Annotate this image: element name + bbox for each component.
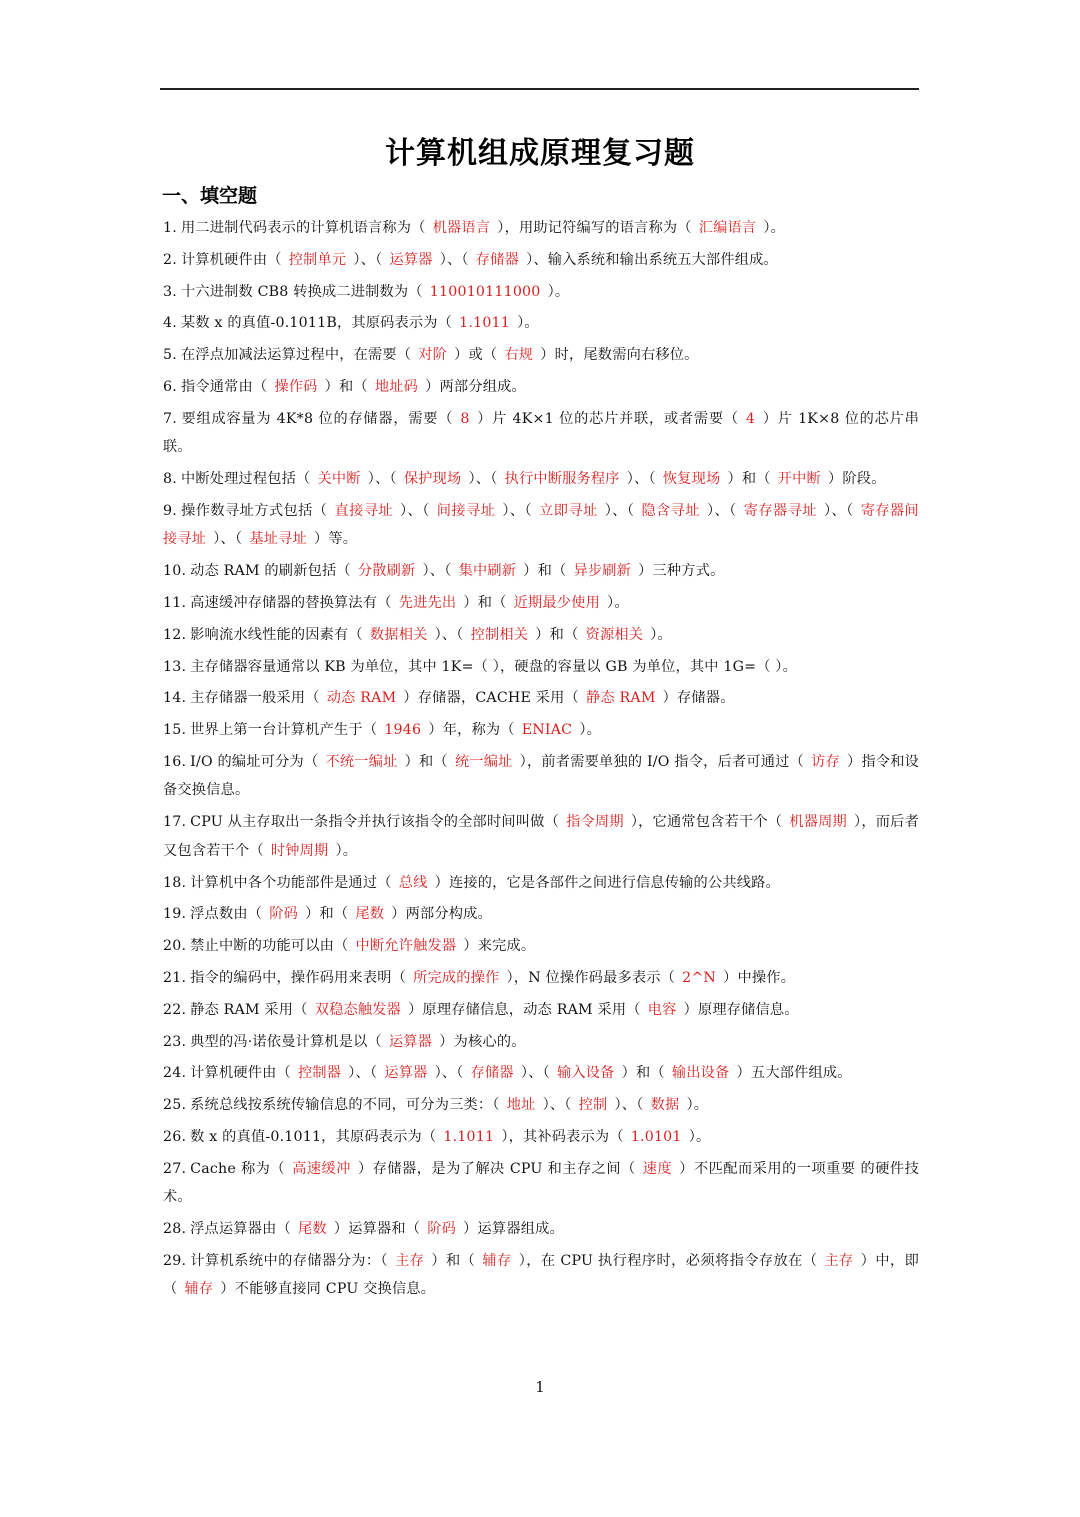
question-text: ）片 1K×8 位的芯片串联。 [163,410,919,456]
question-item [163,932,919,961]
answer-text: 开中断 [777,471,821,488]
answer-text: 1.1011 [459,315,510,332]
question-list [163,214,919,1307]
question-item [163,808,919,865]
answer-text: 恢复现场 [662,471,721,488]
answer-text: 数据相关 [369,626,428,643]
answer-text: 电容 [647,1001,677,1018]
question-item [163,405,919,462]
question-text: 影响流水线性能的因素有（ [190,626,363,643]
question-text: Cache 称为（ [190,1160,286,1177]
question-text: ）、（ [614,1097,644,1114]
question-text: ）中，即（ [163,1252,920,1298]
question-text: 计算机系统中的存储器分为：（ [190,1252,388,1269]
question-text: ）、（ [520,1065,550,1082]
answer-text: 双稳态触发器 [314,1001,402,1018]
answer-text: 控制器 [297,1065,342,1082]
question-item [163,246,919,275]
answer-text: 1946 [384,722,422,739]
question-number: 27. [163,1160,187,1177]
answer-text: 资源相关 [585,626,644,643]
question-text: ）连接的，它是各部件之间进行信息传输的公共线路。 [434,874,780,891]
page-number: 1 [535,1378,545,1396]
question-text: 动态 RAM 的刷新包括（ [190,563,351,580]
question-text: ），它通常包含若干个（ [630,814,783,831]
question-text: ）。 [547,283,570,300]
header-rule [160,88,919,90]
answer-text: 总线 [398,874,428,891]
question-text: ）三种方式。 [638,563,725,580]
question-text: 典型的冯·诺依曼计算机是以（ [190,1033,382,1050]
answer-text: 地址码 [374,378,419,395]
answer-text: 不统一编址 [325,753,398,770]
question-number: 16. [163,753,187,770]
question-text: 某数 x 的真值-0.1011B，其原码表示为（ [180,315,453,332]
question-text: ）等。 [313,531,358,548]
answer-text: 主存 [395,1252,425,1269]
question-item [163,684,919,713]
question-text: ）、（ [348,1065,378,1082]
answer-text: 对阶 [418,347,448,364]
question-text: ）和（ [305,906,349,923]
question-text: ）和（ [727,471,771,488]
question-text: ）和（ [535,626,579,643]
question-text: ）时，尾数需向右移位。 [540,347,699,364]
answer-text: 时钟周期 [270,842,329,859]
answer-text: 控制相关 [470,626,529,643]
answer-text: 近期最少使用 [513,594,600,611]
question-number: 8. [163,471,177,488]
question-text: 浮点运算器由（ [190,1221,291,1238]
question-text: 数 x 的真值-0.1011，其原码表示为（ [190,1128,437,1145]
answer-text: 输出设备 [671,1065,730,1082]
question-text: ）。 [650,626,672,643]
question-number: 26. [163,1128,187,1145]
question-item [163,373,919,402]
answer-text: 数据 [650,1097,680,1114]
question-item [163,1155,919,1212]
question-item [163,716,919,745]
question-text: ）、（ [422,563,452,580]
answer-text: 辅存 [184,1281,214,1298]
question-number: 18. [163,874,187,891]
question-item [163,1091,919,1120]
answer-text: 阶码 [427,1221,457,1238]
question-text: ）运算器和（ [333,1221,421,1238]
question-text: 指令的编码中，操作码用来表明（ [190,969,406,986]
answer-text: 隐含寻址 [641,502,700,519]
question-text: ）两部分构成。 [391,906,492,923]
answer-text: 操作码 [274,378,318,395]
answer-text: 基址寻址 [249,531,307,548]
question-text: ），其补码表示为（ [501,1128,624,1145]
question-text: ）五大部件组成。 [736,1065,852,1082]
question-text: ）、（ [434,1065,464,1082]
question-number: 14. [163,690,187,707]
question-text: 中断处理过程包括（ [180,471,311,488]
question-text: ）运算器组成。 [463,1221,564,1238]
answer-text: 阶码 [269,906,298,923]
question-text: ），在 CPU 执行程序时，必须将指令存放在（ [518,1252,818,1269]
question-number: 2. [163,251,177,268]
question-text: ）和（ [523,563,567,580]
answer-text: 所完成的操作 [413,969,500,986]
answer-text: 中断允许触发器 [355,938,457,955]
question-number: 23. [163,1033,187,1050]
answer-text: 统一编址 [454,753,513,770]
question-number: 9. [163,502,177,519]
question-text: ），前者需要单独的 I/O 指令，后者可通过（ [519,753,804,770]
question-text: 要组成容量为 4K*8 位的存储器，需要（ [180,410,454,427]
question-number: 24. [163,1065,187,1082]
answer-text: 寄存器寻址 [743,502,817,519]
question-text: ）片 4K×1 位的芯片并联，或者需要（ [476,410,739,427]
question-text: ）原理存储信息，动态 RAM 采用（ [408,1001,641,1018]
question-text: 计算机硬件由（ [190,1065,291,1082]
question-text: ）存储器，CACHE 采用（ [403,690,579,707]
answer-text: 控制单元 [288,251,347,268]
question-text: ）和（ [404,753,448,770]
question-item [163,964,919,993]
question-item [163,1028,919,1057]
question-text: ）。 [517,315,539,332]
question-text: ）存储器，是为了解决 CPU 和主存之间（ [357,1160,636,1177]
question-number: 21. [163,969,187,986]
question-number: 17. [163,814,187,831]
section-heading: 一、填空题 [162,185,258,207]
question-item [163,465,919,494]
question-item [163,900,919,929]
answer-text: 立即寻址 [539,502,598,519]
question-text: ）存储器。 [662,690,735,707]
question-text: ）、（ [213,531,243,548]
question-number: 1. [163,220,177,236]
answer-text: 关中断 [317,471,361,488]
answer-text: 1.0101 [630,1128,682,1145]
question-text: ）中操作。 [723,969,796,986]
question-text: ）不能够直接同 CPU 交换信息。 [220,1281,436,1298]
question-item [163,557,919,586]
question-number: 22. [163,1001,187,1018]
question-number: 11. [163,594,187,611]
answer-text: ENIAC [521,722,573,739]
question-text: ）。 [686,1097,709,1114]
question-text: ）、（ [400,502,430,519]
question-text: ）、（ [542,1097,572,1114]
answer-text: 右规 [504,347,534,364]
answer-text: 主存 [824,1252,854,1269]
document-title: 计算机组成原理复习题 [385,136,695,171]
question-text: ）原理存储信息。 [683,1001,799,1018]
answer-text: 直接寻址 [334,502,393,519]
answer-text: 2^N [682,969,717,986]
answer-text: 分散刷新 [357,563,416,580]
question-text: 浮点数由（ [190,906,263,923]
question-text: ）、（ [823,502,854,519]
answer-text: 存储器 [470,1065,514,1082]
question-number: 19. [163,906,187,923]
question-text: ）。 [607,594,629,611]
question-text: ）不匹配而采用的一项重要 的硬件技术。 [163,1160,919,1206]
question-number: 10. [163,563,187,580]
answer-text: 控制 [578,1097,608,1114]
question-item [163,748,919,805]
question-text: 计算机中各个功能部件是通过（ [190,874,392,891]
question-text: 十六进制数 CB8 转换成二进制数为（ [180,283,423,300]
answer-text: 集中刷新 [458,563,517,580]
question-text: ）。 [763,220,786,236]
question-text: ）、（ [707,502,737,519]
answer-text: 尾数 [297,1221,327,1238]
question-text: ）、（ [439,251,469,268]
question-item [163,1247,919,1304]
answer-text: 110010111000 [429,283,541,300]
question-text: 禁止中断的功能可以由（ [190,938,349,955]
question-text: 用二进制代码表示的计算机语言称为（ [180,220,426,236]
question-number: 13. [163,658,187,675]
question-item [163,497,919,554]
question-number: 5. [163,347,177,364]
question-item [163,653,919,682]
answer-text: 异步刷新 [573,563,632,580]
question-text: ）和（ [324,378,368,395]
question-number: 6. [163,378,177,395]
answer-text: 运算器 [389,1033,433,1050]
answer-text: 保护现场 [403,471,462,488]
answer-text: 机器周期 [789,814,847,831]
question-text: ）、输入系统和输出系统五大部件组成。 [526,251,778,268]
answer-text: 寄存器间接寻址 [163,502,919,548]
question-number: 15. [163,722,187,739]
question-text: ）。 [335,842,358,859]
question-text: ）或（ [454,347,498,364]
answer-text: 1.1011 [443,1128,495,1145]
question-number: 3. [163,283,177,300]
question-text: ）为核心的。 [439,1033,526,1050]
answer-text: 存储器 [475,251,519,268]
question-text: I/O 的编址可分为（ [190,753,319,770]
answer-text: 静态 RAM [586,690,656,707]
answer-text: 8 [460,410,470,427]
question-text: ）和（ [463,594,507,611]
question-text: 静态 RAM 采用（ [190,1001,308,1018]
question-number: 20. [163,938,187,955]
question-text: ）。 [579,722,601,739]
question-text: ），用助记符编写的语言称为（ [497,220,692,236]
question-text: ）两部分组成。 [425,378,526,395]
question-text: ）指令和设备交换信息。 [163,753,919,799]
question-number: 12. [163,626,187,643]
answer-text: 间接寻址 [436,502,496,519]
question-text: 指令通常由（ [180,378,268,395]
answer-text: 执行中断服务程序 [504,471,620,488]
question-number: 29. [163,1252,187,1269]
question-text: ）。 [688,1128,711,1145]
answer-text: 动态 RAM [326,690,397,707]
answer-text: 4 [745,410,756,427]
question-number: 25. [163,1097,187,1114]
answer-text: 先进先出 [398,594,457,611]
question-text: 计算机硬件由（ [180,251,282,268]
question-text: ）、（ [604,502,635,519]
question-text: 在浮点加减法运算过程中，在需要（ [180,347,412,364]
question-text: 系统总线按系统传输信息的不同，可分为三类：（ [190,1097,500,1114]
question-number: 7. [163,410,177,427]
question-text: ），而后者又包含若干个（ [163,814,919,859]
question-text: 高速缓冲存储器的替换算法有（ [190,594,392,611]
question-item [163,1215,919,1244]
question-text: ）年，称为（ [428,722,515,739]
question-text: 主存储器一般采用（ [190,690,320,707]
question-item [163,996,919,1025]
question-text: 世界上第一台计算机产生于（ [190,722,378,739]
question-item [163,278,919,307]
question-item [163,589,919,618]
answer-text: 指令周期 [566,814,624,831]
question-text: ）、（ [626,471,656,488]
answer-text: 访存 [811,753,840,770]
question-text: ）阶段。 [828,471,886,488]
answer-text: 地址 [506,1097,536,1114]
answer-text: 输入设备 [556,1065,615,1082]
answer-text: 辅存 [482,1252,512,1269]
answer-text: 高速缓冲 [292,1160,351,1177]
question-text: ）、（ [502,502,533,519]
question-text: ）和（ [621,1065,665,1082]
answer-text: 机器语言 [432,220,491,236]
question-text: ），N 位操作码最多表示（ [506,969,676,986]
question-item [163,621,919,650]
answer-text: 运算器 [384,1065,428,1082]
question-text: ）、（ [434,626,464,643]
question-item [163,1059,919,1088]
question-item [163,341,919,370]
question-text: ）、（ [353,251,383,268]
question-text: ）和（ [431,1252,476,1269]
question-item [163,1123,919,1152]
answer-text: 汇编语言 [698,220,757,236]
question-number: 28. [163,1221,187,1238]
question-item [163,214,919,243]
question-text: 主存储器容量通常以 KB 为单位，其中 1K=（ ），硬盘的容量以 GB 为单位，其中 1G=（ ）。 [190,658,797,675]
question-text: ）来完成。 [463,938,536,955]
answer-text: 速度 [642,1160,673,1177]
question-text: ）、（ [367,471,397,488]
question-item [163,869,919,898]
answer-text: 运算器 [389,251,433,268]
question-text: 操作数寻址方式包括（ [180,502,328,519]
question-item [163,309,919,338]
question-number: 4. [163,315,177,332]
question-text: CPU 从主存取出一条指令并执行该指令的全部时间叫做（ [190,814,559,831]
question-text: ）、（ [468,471,498,488]
answer-text: 尾数 [355,906,385,923]
